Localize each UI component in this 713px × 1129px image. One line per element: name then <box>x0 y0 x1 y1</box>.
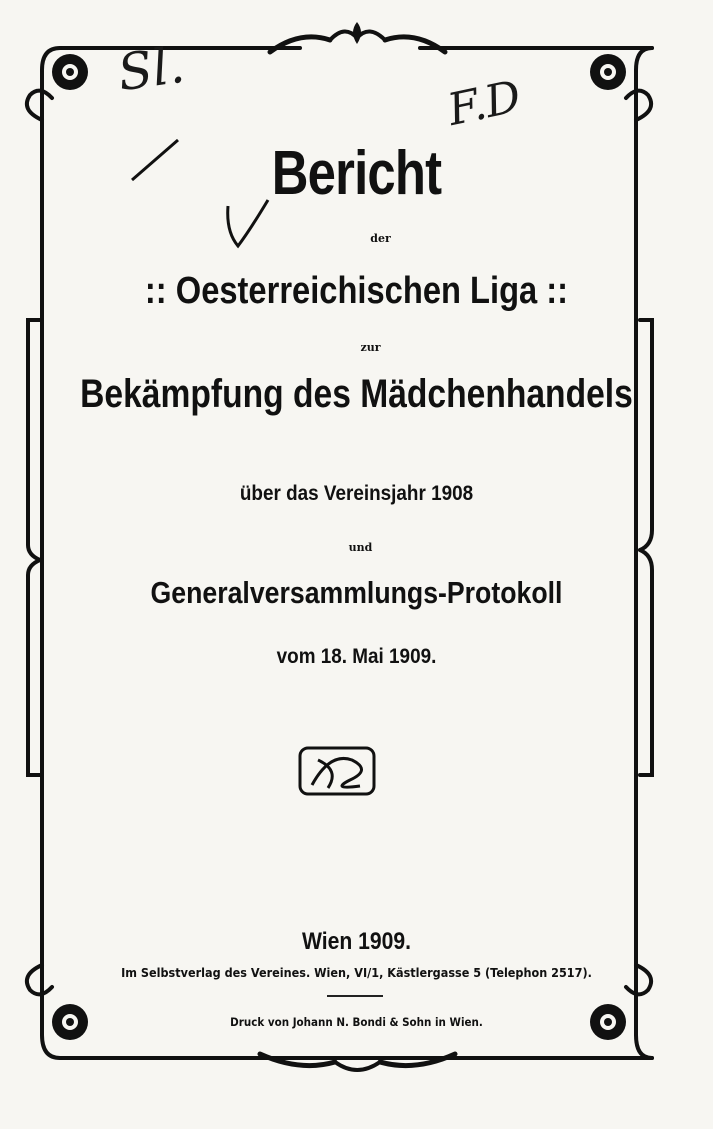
publisher-monogram <box>300 748 374 794</box>
publisher-line: Im Selbstverlag des Vereines. Wien, VI/1, Kästlergasse 5 (Telephon 2517). <box>121 965 592 980</box>
purpose-line: Bekämpfung des Mädchenhandels <box>80 372 633 416</box>
place-year: Wien 1909. <box>302 928 411 955</box>
handwritten-annotation-right: F.D <box>443 70 526 137</box>
handwritten-annotation-left: Sl. <box>114 35 188 103</box>
printer-line: Druck von Johann N. Bondi & Sohn in Wien. <box>230 1015 483 1029</box>
connector-der: der <box>370 232 391 245</box>
year-line: über das Vereinsjahr 1908 <box>239 482 474 505</box>
connector-und: und <box>348 541 373 554</box>
divider-rule <box>327 995 383 997</box>
title-bericht: Bericht <box>271 139 442 208</box>
date-line: vom 18. Mai 1909. <box>276 645 437 668</box>
organization-name: :: Oesterreichischen Liga :: <box>144 270 569 312</box>
corner-flower-top-left <box>52 54 88 90</box>
connector-zur: zur <box>360 341 381 354</box>
protocol-title: Generalversammlungs-Protokoll <box>150 575 563 610</box>
corner-flower-top-right <box>590 54 626 90</box>
top-centre-ornament <box>353 22 361 44</box>
